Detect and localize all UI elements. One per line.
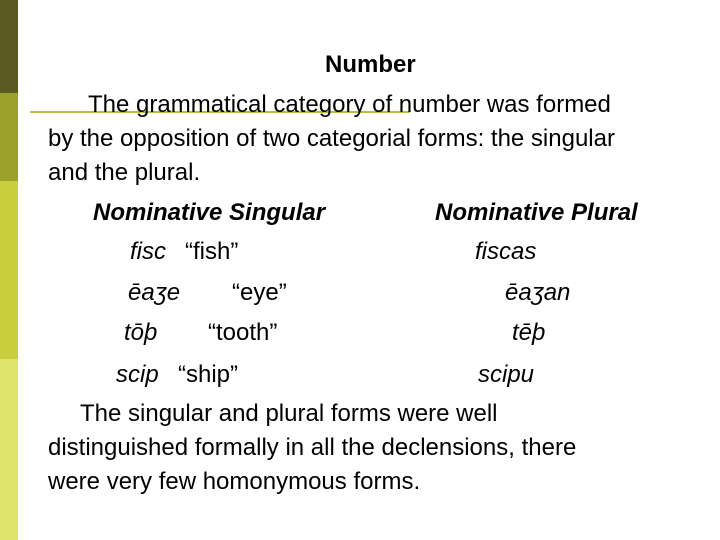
column-heading-singular: Nominative Singular [93,199,326,226]
plural-form: tēþ [512,319,546,346]
outro-line-1: The singular and plural forms were well [80,400,498,427]
sidebar-decoration [0,0,18,540]
sidebar-segment-dark [0,0,18,93]
plural-form: fiscas [475,238,537,265]
plural-form: scipu [478,361,535,388]
gloss: “eye” [232,279,287,306]
intro-line-2: by the opposition of two categorial forms: the singular [48,125,615,152]
singular-form: tōþ [124,319,158,346]
intro-line-1: The grammatical category of number was formed [88,91,611,118]
gloss: “fish” [185,238,239,265]
sidebar-segment-light [0,359,18,540]
slide-title: Number [325,51,416,78]
outro-line-3: were very few homonymous forms. [48,468,421,495]
plural-form: ēaʒan [505,279,571,306]
intro-line-3: and the plural. [48,159,201,186]
gloss: “ship” [178,361,239,388]
gloss: “tooth” [208,319,278,346]
column-heading-plural: Nominative Plural [435,199,638,226]
singular-form: scip [116,361,159,388]
singular-form: ēaʒe [128,279,181,306]
singular-form: fisc [130,238,166,265]
sidebar-segment-yellow [0,181,18,359]
sidebar-segment-olive [0,93,18,181]
outro-line-2: distinguished formally in all the declensions, there [48,434,577,461]
